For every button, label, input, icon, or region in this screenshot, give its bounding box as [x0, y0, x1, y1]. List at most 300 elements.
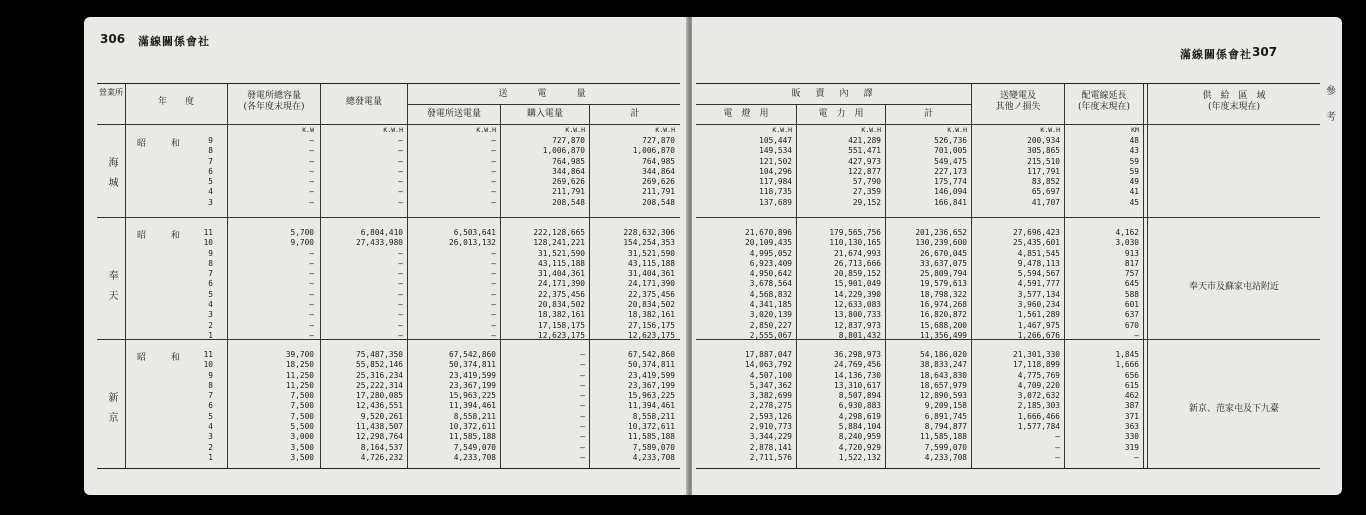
loss-cell-row: 4,591,777 — [1017, 279, 1060, 289]
lighting-cell-row: 3,678,564 — [749, 279, 792, 289]
loss-cell-row: 117,791 — [1027, 166, 1060, 176]
header-capacity-sub: (各年度末現在) — [243, 102, 305, 112]
sales-total-cell — [886, 350, 967, 463]
power-cell-row: 551,471 — [848, 146, 881, 156]
own-station-cell-row: 6,503,641 — [453, 228, 496, 237]
generation-cell-row: — — [398, 146, 403, 156]
capacity-cell-row: 7,500 — [290, 391, 314, 401]
lighting-cell-row: 3,020,139 — [749, 310, 792, 320]
line-length-cell — [1065, 350, 1139, 463]
sales-total-cell-row: 18,798,322 — [920, 289, 967, 299]
own-station-cell-row: 10,372,611 — [449, 422, 496, 432]
capacity-cell-row: — — [309, 248, 314, 258]
supply-area-text: 新京、范家屯及下九臺 — [1188, 403, 1279, 414]
power-cell-row: 14,136,730 — [834, 370, 881, 380]
right-page — [692, 17, 1346, 495]
supply-total-cell-row: 1,006,870 — [632, 146, 675, 156]
supply-total-cell-row: 228,632,306 — [623, 228, 675, 237]
power-cell-row: 122,877 — [848, 166, 881, 176]
purchased-cell-row: 31,521,590 — [538, 248, 585, 258]
year-cell-row: 6 — [208, 401, 213, 411]
supply-total-cell-row: 31,521,590 — [628, 248, 675, 258]
lighting-cell-row: 121,502 — [759, 156, 792, 166]
year-cell-row: 1 — [208, 452, 213, 462]
purchased-cell-row: — — [580, 452, 585, 462]
power-cell-row: 1,522,132 — [838, 452, 881, 462]
capacity-cell-row: — — [309, 156, 314, 166]
year-cell-row: 9 — [208, 136, 213, 145]
own-station-cell-row: — — [491, 156, 496, 166]
capacity-cell-row: 11,250 — [285, 370, 314, 380]
power-cell-row: 421,289 — [848, 136, 881, 145]
own-station-cell — [408, 350, 496, 463]
year-cell-row: 9 — [208, 248, 213, 258]
own-station-cell-row: — — [491, 248, 496, 258]
line-length-cell-row: 4,162 — [1115, 228, 1139, 237]
supply-total-cell-row: 208,548 — [642, 197, 675, 207]
purchased-cell-row: — — [580, 370, 585, 380]
capacity-cell-row: — — [309, 320, 314, 330]
header-power: 電 力 用 — [818, 109, 864, 119]
capacity-cell-row: 5,700 — [290, 228, 314, 237]
lighting-cell-row: 4,341,185 — [749, 300, 792, 310]
lighting-cell-row: 14,063,792 — [745, 360, 792, 370]
year-cell-row: 7 — [208, 391, 213, 401]
supply-total-cell — [590, 228, 675, 341]
purchased-cell-row: 1,006,870 — [542, 146, 585, 156]
line-length-cell-row: 363 — [1124, 422, 1139, 432]
own-station-cell-row: — — [491, 166, 496, 176]
header-supply-group: 送 電 量 — [498, 89, 590, 99]
own-station-cell-row: 11,585,188 — [449, 432, 496, 442]
line-length-cell-row: 3,030 — [1115, 238, 1139, 248]
capacity-cell-row: — — [309, 146, 314, 156]
own-station-cell-row: — — [491, 289, 496, 299]
left-data-table — [97, 83, 680, 469]
lighting-cell-row: 105,447 — [759, 136, 792, 145]
loss-cell-row: 2,185,303 — [1017, 401, 1060, 411]
capacity-cell-row: — — [309, 289, 314, 299]
capacity-cell-row: — — [309, 279, 314, 289]
supply-total-cell-row: 154,254,353 — [623, 238, 675, 248]
purchased-cell-row: 18,382,161 — [538, 310, 585, 320]
sales-total-cell-row: 175,774 — [934, 177, 967, 187]
capacity-cell-row: 9,700 — [290, 238, 314, 248]
capacity-cell-row: — — [309, 166, 314, 176]
supply-total-cell-row: 11,394,461 — [628, 401, 675, 411]
line-length-cell-row: 41 — [1129, 187, 1139, 197]
power-cell-row: 13,310,617 — [834, 380, 881, 390]
purchased-cell-row: 208,548 — [552, 197, 585, 207]
own-station-cell-row: — — [491, 310, 496, 320]
lighting-cell-row: 4,950,642 — [749, 269, 792, 279]
generation-cell-row: — — [398, 187, 403, 197]
year-cell-row: 4 — [208, 422, 213, 432]
loss-cell-row: 5,594,567 — [1017, 269, 1060, 279]
unit-kw: K.W — [302, 126, 314, 134]
loss-cell-row: 3,960,234 — [1017, 300, 1060, 310]
own-station-cell — [408, 136, 496, 208]
generation-cell-row: 75,487,350 — [356, 350, 403, 359]
power-cell-row: 15,901,049 — [834, 279, 881, 289]
purchased-cell-row: 24,171,390 — [538, 279, 585, 289]
line-length-cell-row: — — [1134, 330, 1139, 340]
line-length-cell — [1065, 228, 1139, 341]
generation-cell-row: 25,316,234 — [356, 370, 403, 380]
year-cell-row: 8 — [208, 146, 213, 156]
lighting-cell-row: 17,887,047 — [745, 350, 792, 359]
own-station-cell-row: — — [491, 258, 496, 268]
lighting-cell-row: 2,910,773 — [749, 422, 792, 432]
loss-cell-row: 3,577,134 — [1017, 289, 1060, 299]
sales-total-cell-row: 549,475 — [934, 156, 967, 166]
year-cell-row: 11 — [203, 228, 213, 237]
own-station-cell-row: — — [491, 197, 496, 207]
line-length-cell-row: 49 — [1129, 177, 1139, 187]
header-purchased: 購入電量 — [526, 109, 563, 119]
header-year: 年 度 — [157, 97, 194, 107]
unit-kwh-purchased: K.W.H — [565, 126, 585, 134]
loss-cell-row: 1,577,784 — [1017, 422, 1060, 432]
year-cell-row: 10 — [203, 238, 213, 248]
line-length-cell-row: 670 — [1124, 320, 1139, 330]
line-length-cell-row: 330 — [1124, 432, 1139, 442]
loss-cell-row: 65,697 — [1031, 187, 1060, 197]
supply-total-cell — [590, 136, 675, 208]
purchased-cell-row: — — [580, 360, 585, 370]
line-length-cell-row: 588 — [1124, 289, 1139, 299]
station-name: 奉 天 — [106, 269, 117, 300]
unit-kwh-lighting: K.W.H — [772, 126, 792, 134]
reference-side-tab: 參 考 — [1326, 86, 1346, 123]
purchased-cell-row: 17,158,175 — [538, 320, 585, 330]
line-length-cell-row: — — [1134, 452, 1139, 462]
loss-cell-row: 4,709,220 — [1017, 380, 1060, 390]
loss-cell-row: 4,851,545 — [1017, 248, 1060, 258]
own-station-cell-row: 26,013,132 — [449, 238, 496, 248]
purchased-cell-row: — — [580, 401, 585, 411]
loss-cell-row: 1,266,676 — [1017, 330, 1060, 340]
year-cell-row: 2 — [208, 320, 213, 330]
year-cell — [189, 136, 213, 208]
own-station-cell-row: 67,542,860 — [449, 350, 496, 359]
year-cell-row: 7 — [208, 269, 213, 279]
lighting-cell-row: 6,923,409 — [749, 258, 792, 268]
purchased-cell-row: 211,791 — [552, 187, 585, 197]
own-station-cell-row: — — [491, 269, 496, 279]
era-label: 昭 和 — [137, 139, 189, 149]
header-line-length-sub: (年度末現在) — [1077, 102, 1131, 112]
power-cell-row: 29,152 — [852, 197, 881, 207]
unit-kwh-total: K.W.H — [655, 126, 675, 134]
generation-cell-row: 11,438,507 — [356, 422, 403, 432]
supply-total-cell-row: 23,367,199 — [628, 380, 675, 390]
supply-total-cell-row: 67,542,860 — [628, 350, 675, 359]
right-running-header: 滿線關係會社 — [1180, 48, 1252, 61]
station-name: 新 京 — [106, 391, 117, 422]
power-cell-row: 4,298,619 — [838, 411, 881, 421]
line-length-cell-row: 59 — [1129, 156, 1139, 166]
supply-total-cell-row: 50,374,811 — [628, 360, 675, 370]
capacity-cell-row: 3,000 — [290, 432, 314, 442]
header-loss: 送變電及 — [999, 91, 1036, 101]
right-data-table — [696, 83, 1320, 469]
own-station-cell-row: — — [491, 187, 496, 197]
loss-cell-row: 27,696,423 — [1013, 228, 1060, 237]
supply-total-cell-row: 344,864 — [642, 166, 675, 176]
header-sales-group: 販 賣 內 譯 — [791, 89, 876, 99]
left-page-number: 306 — [100, 32, 126, 46]
lighting-cell-row: 2,711,576 — [749, 452, 792, 462]
capacity-cell-row: — — [309, 177, 314, 187]
capacity-cell-row: 3,500 — [290, 452, 314, 462]
capacity-cell-row: — — [309, 330, 314, 340]
header-line-length: 配電線延長 — [1081, 91, 1127, 101]
power-cell — [797, 350, 881, 463]
lighting-cell — [696, 136, 792, 208]
station-name: 海 城 — [106, 157, 117, 188]
header-sales-total: 計 — [923, 109, 933, 119]
power-cell-row: 13,800,733 — [834, 310, 881, 320]
generation-cell — [321, 228, 403, 341]
supply-total-cell-row: 727,870 — [642, 136, 675, 145]
year-cell-row: 11 — [203, 350, 213, 359]
loss-cell-row: 21,301,330 — [1013, 350, 1060, 359]
supply-total-cell-row: 23,419,599 — [628, 370, 675, 380]
supply-total-cell-row: 269,626 — [642, 177, 675, 187]
power-cell-row: 5,884,104 — [838, 422, 881, 432]
loss-cell-row: — — [1055, 432, 1060, 442]
generation-cell-row: — — [398, 269, 403, 279]
capacity-cell — [228, 228, 314, 341]
power-cell-row: 21,674,993 — [834, 248, 881, 258]
own-station-cell-row: — — [491, 279, 496, 289]
right-page-number: 307 — [1252, 45, 1278, 59]
capacity-cell-row: 3,500 — [290, 442, 314, 452]
header-supply-area-sub: (年度末現在) — [1207, 102, 1261, 112]
supply-total-cell-row: 22,375,456 — [628, 289, 675, 299]
line-length-cell-row: 1,666 — [1115, 360, 1139, 370]
sales-total-cell-row: 8,794,877 — [924, 422, 967, 432]
purchased-cell-row: — — [580, 422, 585, 432]
generation-cell-row: — — [398, 258, 403, 268]
purchased-cell — [501, 228, 585, 341]
loss-cell-row: — — [1055, 452, 1060, 462]
supply-total-cell-row: 15,963,225 — [628, 391, 675, 401]
unit-kwh-own: K.W.H — [476, 126, 496, 134]
line-length-cell-row: 757 — [1124, 269, 1139, 279]
purchased-cell-row: — — [580, 432, 585, 442]
sales-total-cell-row: 9,209,158 — [924, 401, 967, 411]
own-station-cell-row: — — [491, 146, 496, 156]
capacity-cell-row: — — [309, 269, 314, 279]
power-cell-row: 12,837,973 — [834, 320, 881, 330]
unit-km: KM — [1131, 126, 1139, 134]
generation-cell-row: — — [398, 248, 403, 258]
sales-total-cell-row: 6,891,745 — [924, 411, 967, 421]
supply-area-text: 奉天市及蘇家屯站附近 — [1188, 281, 1279, 292]
generation-cell-row: — — [398, 310, 403, 320]
lighting-cell-row: 2,850,227 — [749, 320, 792, 330]
loss-cell-row: 41,707 — [1031, 197, 1060, 207]
line-length-cell-row: 1,845 — [1115, 350, 1139, 359]
sales-total-cell-row: 227,173 — [934, 166, 967, 176]
supply-total-cell — [590, 350, 675, 463]
line-length-cell-row: 387 — [1124, 401, 1139, 411]
sales-total-cell-row: 526,736 — [934, 136, 967, 145]
line-length-cell-row: 637 — [1124, 310, 1139, 320]
power-cell-row: 12,633,083 — [834, 300, 881, 310]
era-label: 昭 和 — [137, 231, 189, 241]
sales-total-cell-row: 166,841 — [934, 197, 967, 207]
generation-cell-row: — — [398, 166, 403, 176]
purchased-cell-row: 43,115,188 — [538, 258, 585, 268]
supply-total-cell-row: 7,589,070 — [632, 442, 675, 452]
own-station-cell — [408, 228, 496, 341]
sales-total-cell-row: 54,186,020 — [920, 350, 967, 359]
purchased-cell-row: — — [580, 411, 585, 421]
sales-total-cell-row: 15,688,200 — [920, 320, 967, 330]
year-cell-row: 5 — [208, 289, 213, 299]
power-cell — [797, 136, 881, 208]
purchased-cell-row: — — [580, 380, 585, 390]
sales-total-cell-row: 701,005 — [934, 146, 967, 156]
generation-cell-row: 17,280,085 — [356, 391, 403, 401]
lighting-cell-row: 4,995,052 — [749, 248, 792, 258]
supply-total-cell-row: 20,834,502 — [628, 300, 675, 310]
purchased-cell-row: — — [580, 350, 585, 359]
sales-total-cell-row: 4,233,708 — [924, 452, 967, 462]
supply-total-cell-row: 211,791 — [642, 187, 675, 197]
generation-cell-row: — — [398, 136, 403, 145]
own-station-cell-row: 50,374,811 — [449, 360, 496, 370]
loss-cell-row: 200,934 — [1027, 136, 1060, 145]
sales-total-cell-row: 18,643,830 — [920, 370, 967, 380]
lighting-cell-row: 137,689 — [759, 197, 792, 207]
year-cell-row: 6 — [208, 279, 213, 289]
era-label: 昭 和 — [137, 353, 189, 363]
line-length-cell-row: 656 — [1124, 370, 1139, 380]
supply-total-cell-row: 764,985 — [642, 156, 675, 166]
loss-cell-row: 25,435,601 — [1013, 238, 1060, 248]
supply-total-cell-row: 31,404,361 — [628, 269, 675, 279]
loss-cell-row: 3,072,632 — [1017, 391, 1060, 401]
header-own-station: 發電所送電量 — [426, 109, 481, 119]
year-cell-row: 9 — [208, 370, 213, 380]
supply-total-cell-row: 43,115,188 — [628, 258, 675, 268]
year-cell — [189, 228, 213, 341]
loss-cell-row: 83,852 — [1031, 177, 1060, 187]
generation-cell-row: — — [398, 197, 403, 207]
left-running-header: 滿線關係會社 — [138, 35, 210, 48]
header-lighting: 電 燈 用 — [723, 109, 769, 119]
generation-cell-row: 4,726,232 — [360, 452, 403, 462]
loss-cell-row: 1,666,466 — [1017, 411, 1060, 421]
supply-total-cell-row: 11,585,188 — [628, 432, 675, 442]
sales-total-cell-row: 26,670,045 — [920, 248, 967, 258]
power-cell-row: 57,790 — [852, 177, 881, 187]
capacity-cell-row: 7,500 — [290, 401, 314, 411]
power-cell-row: 26,713,666 — [834, 258, 881, 268]
power-cell-row: 24,769,456 — [834, 360, 881, 370]
header-station: 營業所 — [99, 88, 123, 97]
power-cell-row: 427,973 — [848, 156, 881, 166]
purchased-cell-row: — — [580, 442, 585, 452]
sales-total-cell-row: 16,820,872 — [920, 310, 967, 320]
capacity-cell-row: — — [309, 310, 314, 320]
lighting-cell-row: 3,382,699 — [749, 391, 792, 401]
purchased-cell-row: 31,404,361 — [538, 269, 585, 279]
capacity-cell-row: — — [309, 258, 314, 268]
sales-total-cell-row: 38,833,247 — [920, 360, 967, 370]
line-length-cell-row: 462 — [1124, 391, 1139, 401]
loss-cell — [972, 228, 1060, 341]
supply-total-cell-row: 27,156,175 — [628, 320, 675, 330]
lighting-cell-row: 104,296 — [759, 166, 792, 176]
loss-cell-row: 1,467,975 — [1017, 320, 1060, 330]
purchased-cell-row: 20,834,502 — [538, 300, 585, 310]
lighting-cell-row: 3,344,229 — [749, 432, 792, 442]
own-station-cell-row: — — [491, 320, 496, 330]
year-cell-row: 5 — [208, 177, 213, 187]
power-cell-row: 6,930,883 — [838, 401, 881, 411]
header-capacity: 發電所總容量 — [246, 91, 301, 101]
power-cell-row: 179,565,756 — [829, 228, 881, 237]
unit-kwh-generation: K.W.H — [383, 126, 403, 134]
line-length-cell-row: 913 — [1124, 248, 1139, 258]
own-station-cell-row: 11,394,461 — [449, 401, 496, 411]
loss-cell — [972, 350, 1060, 463]
supply-total-cell-row: 4,233,708 — [632, 452, 675, 462]
power-cell-row: 20,859,152 — [834, 269, 881, 279]
generation-cell — [321, 136, 403, 208]
generation-cell-row: — — [398, 279, 403, 289]
power-cell-row: 8,507,894 — [838, 391, 881, 401]
generation-cell-row: 27,433,980 — [356, 238, 403, 248]
loss-cell-row: 4,775,769 — [1017, 370, 1060, 380]
power-cell-row: 4,720,929 — [838, 442, 881, 452]
supply-total-cell-row: 24,171,390 — [628, 279, 675, 289]
line-length-cell-row: 817 — [1124, 258, 1139, 268]
generation-cell-row: — — [398, 289, 403, 299]
capacity-cell-row: 39,700 — [285, 350, 314, 359]
supply-total-cell-row: 10,372,611 — [628, 422, 675, 432]
capacity-cell-row: 11,250 — [285, 380, 314, 390]
year-cell-row: 4 — [208, 187, 213, 197]
loss-cell-row: — — [1055, 442, 1060, 452]
lighting-cell-row: 149,534 — [759, 146, 792, 156]
year-cell-row: 6 — [208, 166, 213, 176]
own-station-cell-row: 23,419,599 — [449, 370, 496, 380]
unit-kwh-loss: K.W.H — [1040, 126, 1060, 134]
sales-total-cell-row: 146,094 — [934, 187, 967, 197]
own-station-cell-row: 23,367,199 — [449, 380, 496, 390]
lighting-cell-row: 5,347,362 — [749, 380, 792, 390]
year-cell — [189, 350, 213, 463]
power-cell-row: 27,359 — [852, 187, 881, 197]
power-cell-row: 8,240,959 — [838, 432, 881, 442]
loss-cell-row: 1,561,289 — [1017, 310, 1060, 320]
purchased-cell — [501, 136, 585, 208]
year-cell-row: 1 — [208, 330, 213, 340]
generation-cell-row: 8,164,537 — [360, 442, 403, 452]
line-length-cell-row: 615 — [1124, 380, 1139, 390]
capacity-cell-row: 7,500 — [290, 411, 314, 421]
year-cell-row: 7 — [208, 156, 213, 166]
own-station-cell-row: — — [491, 300, 496, 310]
left-page — [84, 17, 688, 495]
lighting-cell — [696, 350, 792, 463]
